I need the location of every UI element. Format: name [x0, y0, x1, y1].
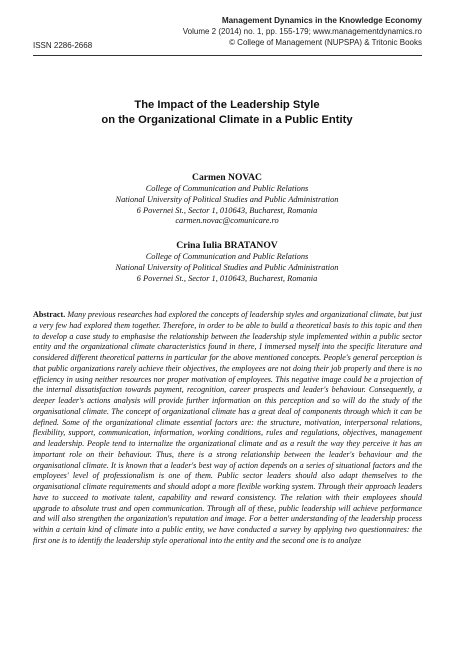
author-email: carmen.novac@comunicare.ro	[175, 216, 279, 226]
author-address: 6 Povernei St., Sector 1, 010643, Bucharest, Romania	[136, 205, 318, 215]
issn: ISSN 2286-2668	[33, 41, 93, 50]
author-university: National University of Political Studies and Public Administration	[115, 262, 339, 272]
copyright-line: © College of Management (NUPSPA) & Tritonic Books	[229, 38, 422, 47]
author-address: 6 Povernei St., Sector 1, 010643, Bucharest, Romania	[136, 273, 318, 283]
author-college: College of Communication and Public Relations	[145, 252, 309, 261]
author-name: Carmen NOVAC	[192, 172, 262, 183]
author-name: Crina Iulia BRATANOV	[176, 240, 278, 251]
title-line-2: on the Organizational Climate in a Public Entity	[101, 114, 353, 126]
author-university: National University of Political Studies and Public Administration	[115, 194, 339, 204]
article-title	[40, 98, 414, 128]
abstract-text: Many previous researches had explored the concepts of leadership styles and organizational climate, but just a very few had explored them together. Therefore, in order to be able to build a theoretical basis to this topic and then to develop a case study to emphasise the relationship between the leadership style implemented within a public sector entity and the organizational climate characteristics found in there, I immersed myself into the specific literature and considered different theoretical patterns in particular for the above mentioned concepts. People's general perception is that public organizations rarely achieve their objectives, the employees are not doing their job properly and there is no efficiency in using neither resources nor proper motivation of employees. This negative image could be a projection of the internal dissatisfaction towards payment, recognition, career prospects and leader's behaviour. Consequently, a deeper leader's actions analysis will provide further information on this perception and so will do the study of the organisational climate. The concept of organizational climate has a great deal of components through which it can be defined. Some of the organizational climate essential factors are: the structure, motivation, interpersonal relations, flexibility, support, communication, information, working conditions, rules and regulations, objectives, management and leadership. People tend to internalize the organizational climate and as a result the way they perceive it has an important role on their behaviour. Thus, there is a strong relationship between the leader's behaviour and the organisational climate. It is known that a leader's best way of action depends on a series of situational factors and the employees' level of professionalism is one of them. Public sector leaders should also adapt themselves to the organisational climate requirements and should adopt a more flexible working system. Through their approach leaders have to succeed to motivate talent, capability and reward consistency. The relation with their employees should upgrade to absolute trust and open communication. Through all of these, public leadership will achieve performance and will also strengthen the organization's reputation and image. For a better understanding of the leadership process within a certain kind of climate into a public entity, we have conducted a survey by applying two questionnaires: the first one is to identify the leadership style operational into the entity and the second one is to analyze	[33, 310, 423, 545]
title-line-1: The Impact of the Leadership Style	[134, 99, 320, 111]
header-divider	[33, 55, 422, 56]
abstract	[33, 310, 422, 547]
journal-header	[122, 15, 422, 48]
abstract-label: Abstract.	[33, 310, 66, 319]
author-block-1	[40, 172, 414, 227]
journal-name: Management Dynamics in the Knowledge Economy	[221, 16, 422, 25]
author-college: College of Communication and Public Relations	[145, 184, 309, 193]
author-block-2	[40, 240, 414, 284]
volume-line: Volume 2 (2014) no. 1, pp. 155-179; www.managementdynamics.ro	[182, 27, 422, 36]
